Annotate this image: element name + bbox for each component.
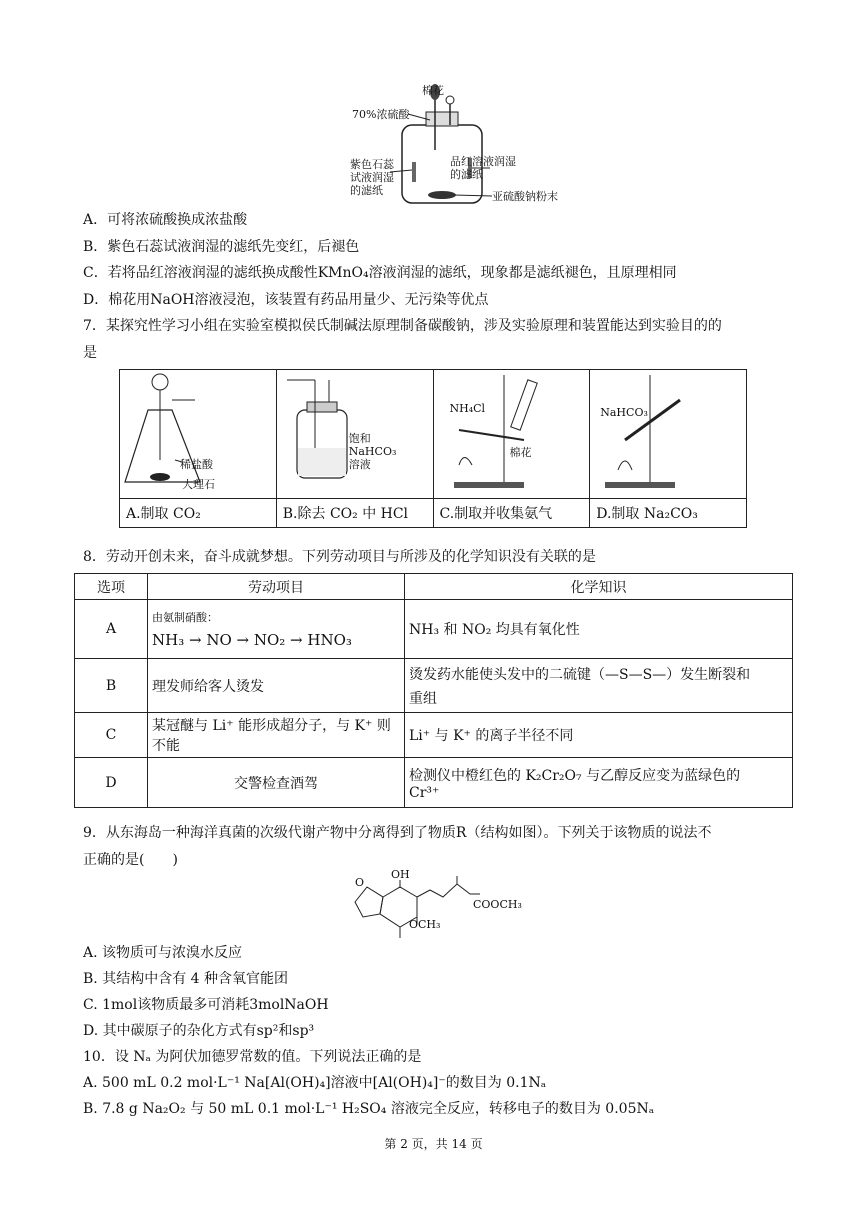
structure-r-figure (345, 868, 525, 942)
label-sodium-sulfite: 亚硫酸钠粉末 (492, 190, 558, 203)
label-litmus-paper: 紫色石蕊 试液润湿 的滤纸 (350, 158, 394, 197)
q6-option-d: D．棉花用NaOH溶液浸泡，该装置有药品用量少、无污染等优点 (83, 292, 489, 308)
q9-stem-line2: 正确的是( ) (83, 852, 178, 868)
q10-stem: 10．设 Nₐ 为阿伏加德罗常数的值。下列说法正确的是 (83, 1049, 422, 1065)
q8-stem: 8．劳动开创未来，奋斗成就梦想。下列劳动项目与所涉及的化学知识没有关联的是 (83, 549, 596, 565)
q7-caption-c: C.制取并收集氨气 (433, 499, 590, 528)
q7-caption-a: A.制取 CO₂ (120, 499, 277, 528)
label-cooch3: COOCH₃ (473, 898, 522, 911)
q10-option-b: B. 7.8 g Na₂O₂ 与 50 mL 0.1 mol·L⁻¹ H₂SO₄ 溶液完全反应，转移电子的数目为 0.05Nₐ (83, 1101, 655, 1117)
q8-row-a-knowledge: NH₃ 和 NO₂ 均具有氧化性 (405, 600, 793, 659)
q8-header-option: 选项 (75, 574, 148, 600)
page-footer: 第 2 页，共 14 页 (384, 1137, 483, 1151)
q7-stem-line2: 是 (83, 345, 97, 361)
q7-stem-line1: 7．某探究性学习小组在实验室模拟侯氏制碱法原理制备碳酸钠，涉及实验原理和装置能达到实验目的的 (83, 318, 722, 334)
q9-option-a: A. 该物质可与浓溴水反应 (83, 945, 243, 961)
q8-row-c-project: 某冠醚与 Li⁺ 能形成超分子，与 K⁺ 则不能 (148, 713, 405, 758)
q10-option-a: A. 500 mL 0.2 mol·L⁻¹ Na[Al(OH)₄]溶液中[Al(OH)₄]⁻的数目为 0.1Nₐ (83, 1075, 547, 1091)
q8-row-d-option: D (75, 758, 148, 808)
label-och3: OCH₃ (409, 918, 441, 931)
q7-caption-d: D.制取 Na₂CO₃ (590, 499, 747, 528)
q9-option-c: C. 1mol该物质最多可消耗3molNaOH (83, 997, 329, 1013)
q6-option-a: A．可将浓硫酸换成浓盐酸 (83, 212, 248, 228)
q7-cell-c-figure (433, 370, 590, 499)
q9-option-b: B. 其结构中含有 4 种含氧官能团 (83, 971, 288, 987)
q8-row-c-knowledge: Li⁺ 与 K⁺ 的离子半径不同 (405, 713, 793, 758)
label-marble: 大理石 (182, 478, 215, 491)
label-nh4cl: NH₄Cl (449, 402, 486, 415)
label-cotton-c: 棉花 (509, 446, 532, 459)
label-nahco3-d: NaHCO₃ (600, 406, 648, 419)
q9-option-d: D. 其中碳原子的杂化方式有sp²和sp³ (83, 1023, 315, 1039)
ammonia-setup-drawing (434, 370, 589, 494)
label-dilute-hcl: 稀盐酸 (180, 458, 213, 471)
q7-cell-b-figure (276, 370, 433, 499)
q8-row-b-project: 理发师给客人烫发 (148, 659, 405, 713)
q8-row-c-option: C (75, 713, 148, 758)
q7-caption-b: B.除去 CO₂ 中 HCl (276, 499, 433, 528)
q8-row-b-option: B (75, 659, 148, 713)
label-sulfuric-acid: 70%浓硫酸 (352, 108, 410, 121)
q8-row-d-knowledge: 检测仪中橙红色的 K₂Cr₂O₇ 与乙醇反应变为蓝绿色的 Cr³⁺ (405, 758, 793, 808)
q8-header-project: 劳动项目 (148, 574, 405, 600)
heating-setup-drawing (590, 370, 745, 494)
q7-cell-d-figure (590, 370, 747, 499)
q8-header-knowledge: 化学知识 (405, 574, 793, 600)
q8-row-a-project: 由氨制硝酸： NH₃ → NO → NO₂ → HNO₃ (148, 600, 405, 659)
q6-option-b: B．紫色石蕊试液润湿的滤纸先变红，后褪色 (83, 239, 360, 255)
q9-stem-line1: 9．从东海岛一种海洋真菌的次级代谢产物中分离得到了物质R（结构如图）。下列关于该物质的说法不 (83, 825, 712, 841)
label-fuchsin-paper-text: 品红溶液润湿 的滤纸 (450, 155, 516, 181)
q8-row-d-project: 交警检查酒驾 (148, 758, 405, 808)
label-nahco3-solution: 饱和 NaHCO₃ 溶液 (348, 432, 397, 471)
q7-cell-a-figure (120, 370, 277, 499)
q8-row-a-option: A (75, 600, 148, 659)
q6-option-c: C．若将品红溶液润湿的滤纸换成酸性KMnO₄溶液润湿的滤纸，现象都是滤纸褪色，且原理相同 (83, 265, 677, 281)
label-o: O (355, 876, 365, 889)
q8-row-b-knowledge: 烫发药水能使头发中的二硫键（—S—S—）发生断裂和 重组 (405, 659, 793, 713)
q8-table (74, 573, 793, 808)
label-cotton: 棉花 (422, 84, 444, 97)
q7-apparatus-table (119, 369, 747, 528)
label-oh: OH (391, 868, 410, 881)
